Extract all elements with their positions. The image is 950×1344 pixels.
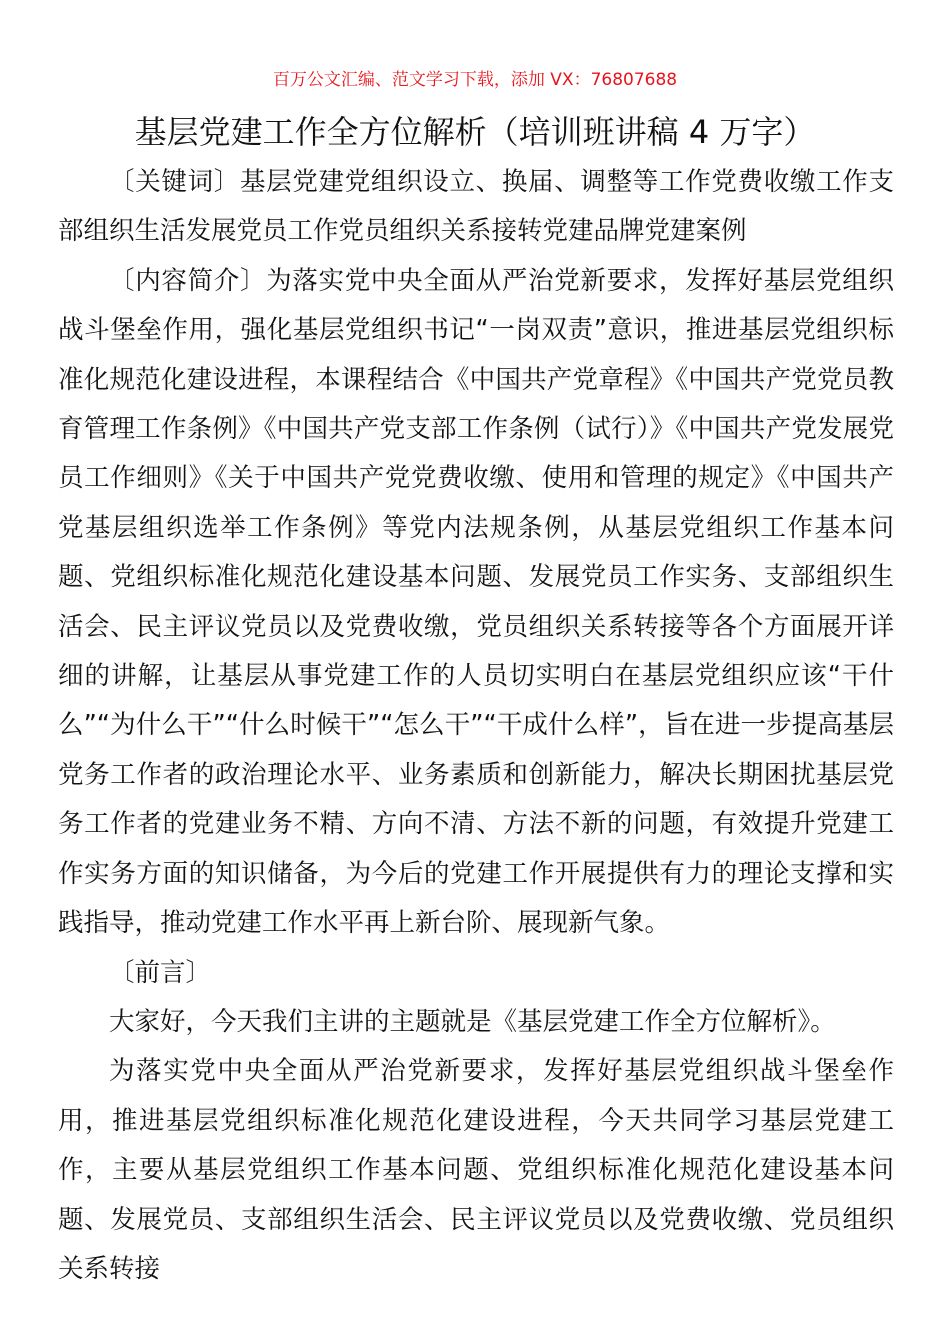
document-body: [58, 158, 894, 1294]
preface-heading: 〔前言〕: [109, 957, 212, 988]
document-title: 基层党建工作全方位解析（培训班讲稿 4 万字）: [134, 113, 816, 151]
intro-paragraph: 为落实党中央全面从严治党新要求，发挥好基层党组织战斗堡垒作用，推进基层党组织标准化规范化建设进程，今天共同学习基层党建工作，主要从基层党组织工作基本问题、党组织标准化规范化建设基本问题、发展党员、支部组织生活会、民主评议党员以及党费收缴、党员组织关系转接: [58, 1056, 894, 1284]
summary-paragraph: 〔内容简介〕为落实党中央全面从严治党新要求，发挥好基层党组织战斗堡垒作用，强化基层党组织书记“一岗双责”意识，推进基层党组织标准化规范化建设进程，本课程结合《中国共产党章程》《中国共产党党员教育管理工作条例》《中国共产党支部工作条例（试行）》《中国共产党发展党员工作细则》《关于中国共产党党费收缴、使用和管理的规定》《中国共产党基层组织选举工作条例》等党内法规条例，从基层党组织工作基本问题、党组织标准化规范化建设基本问题、发展党员工作实务、支部组织生活会、民主评议党员以及党费收缴，党员组织关系转接等各个方面展开详细的讲解，让基层从事党建工作的人员切实明白在基层党组织应该“干什么”“为什么干”“什么时候干”“怎么干”“干成什么样”，旨在进一步提高基层党务工作者的政治理论水平、业务素质和创新能力，解决长期困扰基层党务工作者的党建业务不精、方向不清、方法不新的问题，有效提升党建工作实务方面的知识储备，为今后的党建工作开展提供有力的理论支撑和实践指导，推动党建工作水平再上新台阶、展现新气象。: [58, 265, 894, 939]
watermark-text: 百万公文汇编、范文学习下载，添加 VX：76807688: [272, 70, 678, 90]
greeting-paragraph: 大家好，今天我们主讲的主题就是《基层党建工作全方位解析》。: [109, 1006, 836, 1037]
keywords-paragraph: 〔关键词〕基层党建党组织设立、换届、调整等工作党费收缴工作支部组织生活发展党员工作党员组织关系接转党建品牌党建案例: [58, 167, 894, 247]
